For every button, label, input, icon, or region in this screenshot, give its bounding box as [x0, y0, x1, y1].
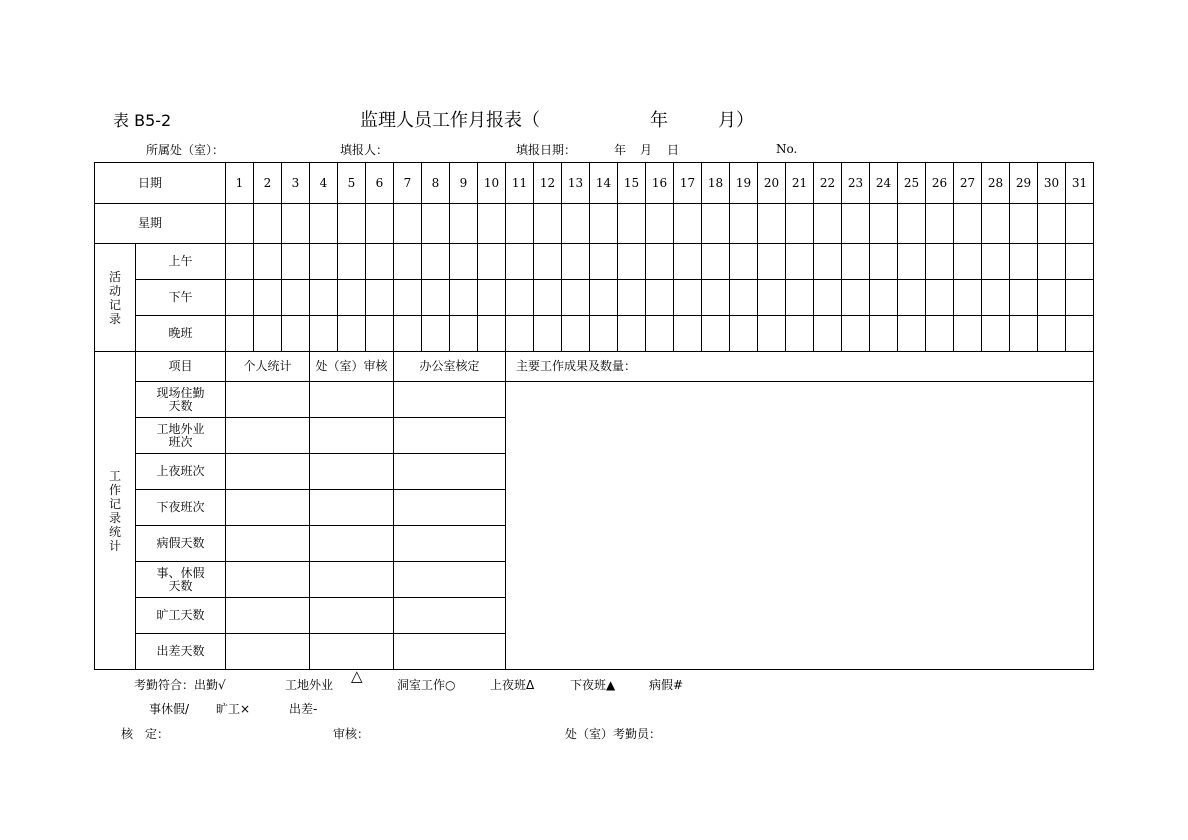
activity-cell[interactable]: [870, 244, 898, 280]
activity-cell[interactable]: [1010, 316, 1038, 352]
activity-cell[interactable]: [590, 280, 618, 316]
activity-cell[interactable]: [758, 280, 786, 316]
activity-cell[interactable]: [926, 280, 954, 316]
approve-label: 核 定：: [121, 727, 170, 741]
weekday-cell[interactable]: [898, 204, 926, 244]
activity-cell[interactable]: [926, 244, 954, 280]
weekday-cell[interactable]: [422, 204, 450, 244]
activity-cell[interactable]: [282, 316, 310, 352]
day-number: 18: [702, 163, 730, 204]
stats-row-label: [136, 526, 226, 562]
activity-cell[interactable]: [394, 280, 422, 316]
activity-cell[interactable]: [422, 280, 450, 316]
day-number: 17: [674, 163, 702, 204]
stats-dept-review-cell[interactable]: [310, 634, 394, 670]
weekday-cell[interactable]: [254, 204, 282, 244]
stats-group-text: 工作记录统计: [108, 468, 121, 553]
stats-office-check-cell[interactable]: [394, 418, 506, 454]
activity-cell[interactable]: [870, 316, 898, 352]
weekday-cell[interactable]: [954, 204, 982, 244]
weekday-cell[interactable]: [282, 204, 310, 244]
legend-attendance: 考勤符合：出勤√: [134, 678, 226, 692]
weekday-cell[interactable]: [1066, 204, 1094, 244]
activity-cell[interactable]: [702, 316, 730, 352]
activity-cell[interactable]: [1010, 244, 1038, 280]
stats-dept-review-cell[interactable]: [310, 490, 394, 526]
stats-row-label-line1: 上夜班次: [156, 464, 205, 478]
activity-cell[interactable]: [478, 244, 506, 280]
activity-cell[interactable]: [870, 280, 898, 316]
day-number: 31: [1066, 163, 1094, 204]
activity-cell[interactable]: [618, 244, 646, 280]
weekday-cell[interactable]: [758, 204, 786, 244]
title-year: 年: [650, 110, 668, 131]
day-number: 14: [590, 163, 618, 204]
day-number: 29: [1010, 163, 1038, 204]
stats-dept-review-cell[interactable]: [310, 598, 394, 634]
stats-personal-cell[interactable]: [226, 562, 310, 598]
activity-cell[interactable]: [982, 280, 1010, 316]
day-number: 8: [422, 163, 450, 204]
weekday-cell[interactable]: [646, 204, 674, 244]
day-number: 30: [1038, 163, 1066, 204]
activity-cell[interactable]: [926, 316, 954, 352]
stats-personal-cell[interactable]: [226, 490, 310, 526]
stats-row-label: [136, 562, 226, 598]
dept-label: 所属处（室）：: [146, 143, 225, 157]
stats-row-label: [136, 418, 226, 454]
activity-group-label: [95, 244, 136, 352]
results-area[interactable]: [506, 382, 1094, 670]
activity-cell[interactable]: [366, 244, 394, 280]
activity-cell[interactable]: [590, 244, 618, 280]
weekday-cell[interactable]: [310, 204, 338, 244]
weekday-cell[interactable]: [702, 204, 730, 244]
stats-personal-cell[interactable]: [226, 382, 310, 418]
report-table: [94, 162, 1094, 670]
day-number: 3: [282, 163, 310, 204]
day-number: 22: [814, 163, 842, 204]
activity-cell[interactable]: [226, 280, 254, 316]
activity-cell[interactable]: [786, 244, 814, 280]
activity-cell[interactable]: [898, 280, 926, 316]
stats-personal-cell[interactable]: [226, 598, 310, 634]
day-number: 25: [898, 163, 926, 204]
activity-cell[interactable]: [366, 316, 394, 352]
weekday-cell[interactable]: [506, 204, 534, 244]
activity-cell[interactable]: [702, 280, 730, 316]
day-number: 16: [646, 163, 674, 204]
activity-cell[interactable]: [506, 280, 534, 316]
activity-cell[interactable]: [898, 316, 926, 352]
stats-row-label-line1: 现场住勤: [156, 385, 205, 400]
date-row-label: 日期: [95, 163, 226, 204]
stats-header-office-check: 办公室核定: [394, 352, 506, 382]
day-number: 23: [842, 163, 870, 204]
legend-field-work: 工地外业: [285, 678, 334, 692]
activity-cell[interactable]: [786, 280, 814, 316]
activity-cell[interactable]: [422, 316, 450, 352]
activity-cell[interactable]: [674, 280, 702, 316]
activity-cell[interactable]: [1038, 244, 1066, 280]
weekday-cell[interactable]: [870, 204, 898, 244]
weekday-cell[interactable]: [674, 204, 702, 244]
weekday-cell[interactable]: [562, 204, 590, 244]
activity-cell[interactable]: [422, 244, 450, 280]
activity-cell[interactable]: [730, 316, 758, 352]
activity-cell[interactable]: [562, 316, 590, 352]
activity-cell[interactable]: [1010, 280, 1038, 316]
activity-cell[interactable]: [562, 280, 590, 316]
stats-row-label-line1: 出差天数: [156, 644, 205, 658]
activity-cell[interactable]: [954, 244, 982, 280]
legend-early-night: 上夜班Δ: [490, 678, 535, 692]
fill-date-label: 填报日期：: [516, 143, 577, 157]
activity-cell[interactable]: [338, 244, 366, 280]
activity-cell[interactable]: [478, 316, 506, 352]
day-number: 4: [310, 163, 338, 204]
activity-row-label: 上午: [136, 244, 226, 280]
activity-cell[interactable]: [842, 244, 870, 280]
weekday-cell[interactable]: [534, 204, 562, 244]
filler-label: 填报人：: [340, 143, 389, 157]
stats-row-label-line1: 旷工天数: [156, 608, 205, 622]
day-number: 6: [366, 163, 394, 204]
day-number: 13: [562, 163, 590, 204]
stats-dept-review-cell[interactable]: [310, 526, 394, 562]
title-month: 月）: [718, 110, 754, 131]
weekday-cell[interactable]: [842, 204, 870, 244]
weekday-cell[interactable]: [926, 204, 954, 244]
stats-row-label: [136, 490, 226, 526]
stats-dept-review-cell[interactable]: [310, 562, 394, 598]
weekday-cell[interactable]: [590, 204, 618, 244]
activity-cell[interactable]: [674, 244, 702, 280]
legend-field-work-symbol: △: [351, 667, 363, 685]
stats-personal-cell[interactable]: [226, 526, 310, 562]
weekday-row-label: 星期: [95, 204, 226, 244]
fill-date-day: 日: [667, 143, 680, 157]
stats-header-results: 主要工作成果及数量：: [506, 352, 1094, 382]
weekday-cell[interactable]: [1010, 204, 1038, 244]
activity-cell[interactable]: [898, 244, 926, 280]
activity-cell[interactable]: [954, 280, 982, 316]
stats-row-label-line1: 病假天数: [156, 536, 205, 550]
weekday-cell[interactable]: [982, 204, 1010, 244]
weekday-cell[interactable]: [478, 204, 506, 244]
activity-cell[interactable]: [646, 244, 674, 280]
stats-header-personal: 个人统计: [226, 352, 310, 382]
stats-dept-review-cell[interactable]: [310, 418, 394, 454]
activity-cell[interactable]: [254, 244, 282, 280]
stats-personal-cell[interactable]: [226, 634, 310, 670]
activity-cell[interactable]: [282, 280, 310, 316]
number-label: No.: [776, 142, 798, 156]
stats-office-check-cell[interactable]: [394, 526, 506, 562]
weekday-cell[interactable]: [338, 204, 366, 244]
day-number: 26: [926, 163, 954, 204]
activity-cell[interactable]: [534, 244, 562, 280]
activity-cell[interactable]: [814, 316, 842, 352]
stats-row-label: [136, 598, 226, 634]
activity-cell[interactable]: [590, 316, 618, 352]
legend-absence: 旷工×: [216, 702, 251, 716]
activity-cell[interactable]: [1066, 244, 1094, 280]
activity-cell[interactable]: [254, 280, 282, 316]
stats-row-label: [136, 382, 226, 418]
activity-cell[interactable]: [842, 280, 870, 316]
review-label: 审核：: [333, 727, 370, 741]
weekday-cell[interactable]: [730, 204, 758, 244]
stats-header-item: 项目: [136, 352, 226, 382]
day-number: 21: [786, 163, 814, 204]
activity-cell[interactable]: [842, 316, 870, 352]
activity-cell[interactable]: [534, 316, 562, 352]
attendance-clerk-label: 处（室）考勤员：: [565, 727, 662, 741]
stats-row-label-line1: 工地外业: [156, 421, 205, 436]
stats-office-check-cell[interactable]: [394, 562, 506, 598]
activity-cell[interactable]: [338, 280, 366, 316]
activity-cell[interactable]: [450, 244, 478, 280]
stats-row-label: [136, 454, 226, 490]
activity-cell[interactable]: [310, 316, 338, 352]
legend-business-trip: 出差-: [289, 702, 318, 716]
activity-cell[interactable]: [254, 316, 282, 352]
activity-cell[interactable]: [226, 316, 254, 352]
activity-cell[interactable]: [674, 316, 702, 352]
day-number: 10: [478, 163, 506, 204]
day-number: 19: [730, 163, 758, 204]
day-number: 15: [618, 163, 646, 204]
activity-cell[interactable]: [1066, 316, 1094, 352]
stats-office-check-cell[interactable]: [394, 490, 506, 526]
day-number: 20: [758, 163, 786, 204]
activity-cell[interactable]: [814, 280, 842, 316]
activity-group-text: 活动记录: [108, 269, 121, 326]
weekday-cell[interactable]: [814, 204, 842, 244]
day-number: 1: [226, 163, 254, 204]
activity-cell[interactable]: [1038, 316, 1066, 352]
legend-cavern-work: 洞室工作○: [397, 678, 456, 692]
activity-cell[interactable]: [394, 244, 422, 280]
weekday-cell[interactable]: [618, 204, 646, 244]
activity-row-label: 下午: [136, 280, 226, 316]
stats-row-label-line2: 天数: [168, 578, 193, 593]
activity-cell[interactable]: [982, 244, 1010, 280]
fill-date-year: 年: [614, 143, 627, 157]
legend-personal-leave: 事休假/: [149, 702, 190, 716]
day-number: 9: [450, 163, 478, 204]
activity-cell[interactable]: [450, 316, 478, 352]
activity-cell[interactable]: [646, 316, 674, 352]
activity-cell[interactable]: [758, 244, 786, 280]
weekday-cell[interactable]: [1038, 204, 1066, 244]
legend-late-night: 下夜班▲: [570, 678, 616, 692]
day-number: 28: [982, 163, 1010, 204]
day-number: 27: [954, 163, 982, 204]
activity-cell[interactable]: [730, 244, 758, 280]
activity-cell[interactable]: [338, 316, 366, 352]
stats-dept-review-cell[interactable]: [310, 454, 394, 490]
stats-row-label-line2: 天数: [168, 398, 193, 413]
day-number: 5: [338, 163, 366, 204]
stats-office-check-cell[interactable]: [394, 454, 506, 490]
day-number: 24: [870, 163, 898, 204]
stats-office-check-cell[interactable]: [394, 634, 506, 670]
weekday-cell[interactable]: [366, 204, 394, 244]
stats-row-label-line1: 下夜班次: [156, 500, 205, 514]
activity-cell[interactable]: [506, 244, 534, 280]
activity-cell[interactable]: [702, 244, 730, 280]
activity-cell[interactable]: [506, 316, 534, 352]
day-number: 2: [254, 163, 282, 204]
activity-cell[interactable]: [310, 244, 338, 280]
form-number: 表 B5-2: [113, 111, 172, 130]
weekday-cell[interactable]: [786, 204, 814, 244]
activity-cell[interactable]: [450, 280, 478, 316]
stats-group-label: [95, 352, 136, 670]
weekday-cell[interactable]: [394, 204, 422, 244]
stats-header-dept-review: 处（室）审核: [310, 352, 394, 382]
activity-cell[interactable]: [814, 244, 842, 280]
stats-row-label-line2: 班次: [168, 434, 193, 449]
stats-personal-cell[interactable]: [226, 454, 310, 490]
stats-personal-cell[interactable]: [226, 418, 310, 454]
activity-cell[interactable]: [618, 316, 646, 352]
stats-row-label: [136, 634, 226, 670]
day-number: 11: [506, 163, 534, 204]
activity-cell[interactable]: [786, 316, 814, 352]
fill-date-month: 月: [640, 143, 653, 157]
activity-cell[interactable]: [758, 316, 786, 352]
day-number: 7: [394, 163, 422, 204]
weekday-cell[interactable]: [226, 204, 254, 244]
activity-cell[interactable]: [282, 244, 310, 280]
activity-cell[interactable]: [954, 316, 982, 352]
activity-cell[interactable]: [562, 244, 590, 280]
activity-cell[interactable]: [534, 280, 562, 316]
activity-cell[interactable]: [618, 280, 646, 316]
activity-cell[interactable]: [478, 280, 506, 316]
activity-cell[interactable]: [982, 316, 1010, 352]
page-title: 监理人员工作月报表（: [360, 110, 540, 131]
activity-cell[interactable]: [226, 244, 254, 280]
day-number: 12: [534, 163, 562, 204]
activity-cell[interactable]: [646, 280, 674, 316]
activity-cell[interactable]: [730, 280, 758, 316]
activity-cell[interactable]: [310, 280, 338, 316]
activity-cell[interactable]: [1038, 280, 1066, 316]
activity-cell[interactable]: [366, 280, 394, 316]
stats-office-check-cell[interactable]: [394, 598, 506, 634]
stats-row-label-line1: 事、休假: [156, 565, 205, 580]
stats-office-check-cell[interactable]: [394, 382, 506, 418]
activity-row-label: 晚班: [136, 316, 226, 352]
stats-dept-review-cell[interactable]: [310, 382, 394, 418]
activity-cell[interactable]: [1066, 280, 1094, 316]
weekday-cell[interactable]: [450, 204, 478, 244]
activity-cell[interactable]: [394, 316, 422, 352]
legend-sick-leave: 病假#: [649, 678, 684, 692]
